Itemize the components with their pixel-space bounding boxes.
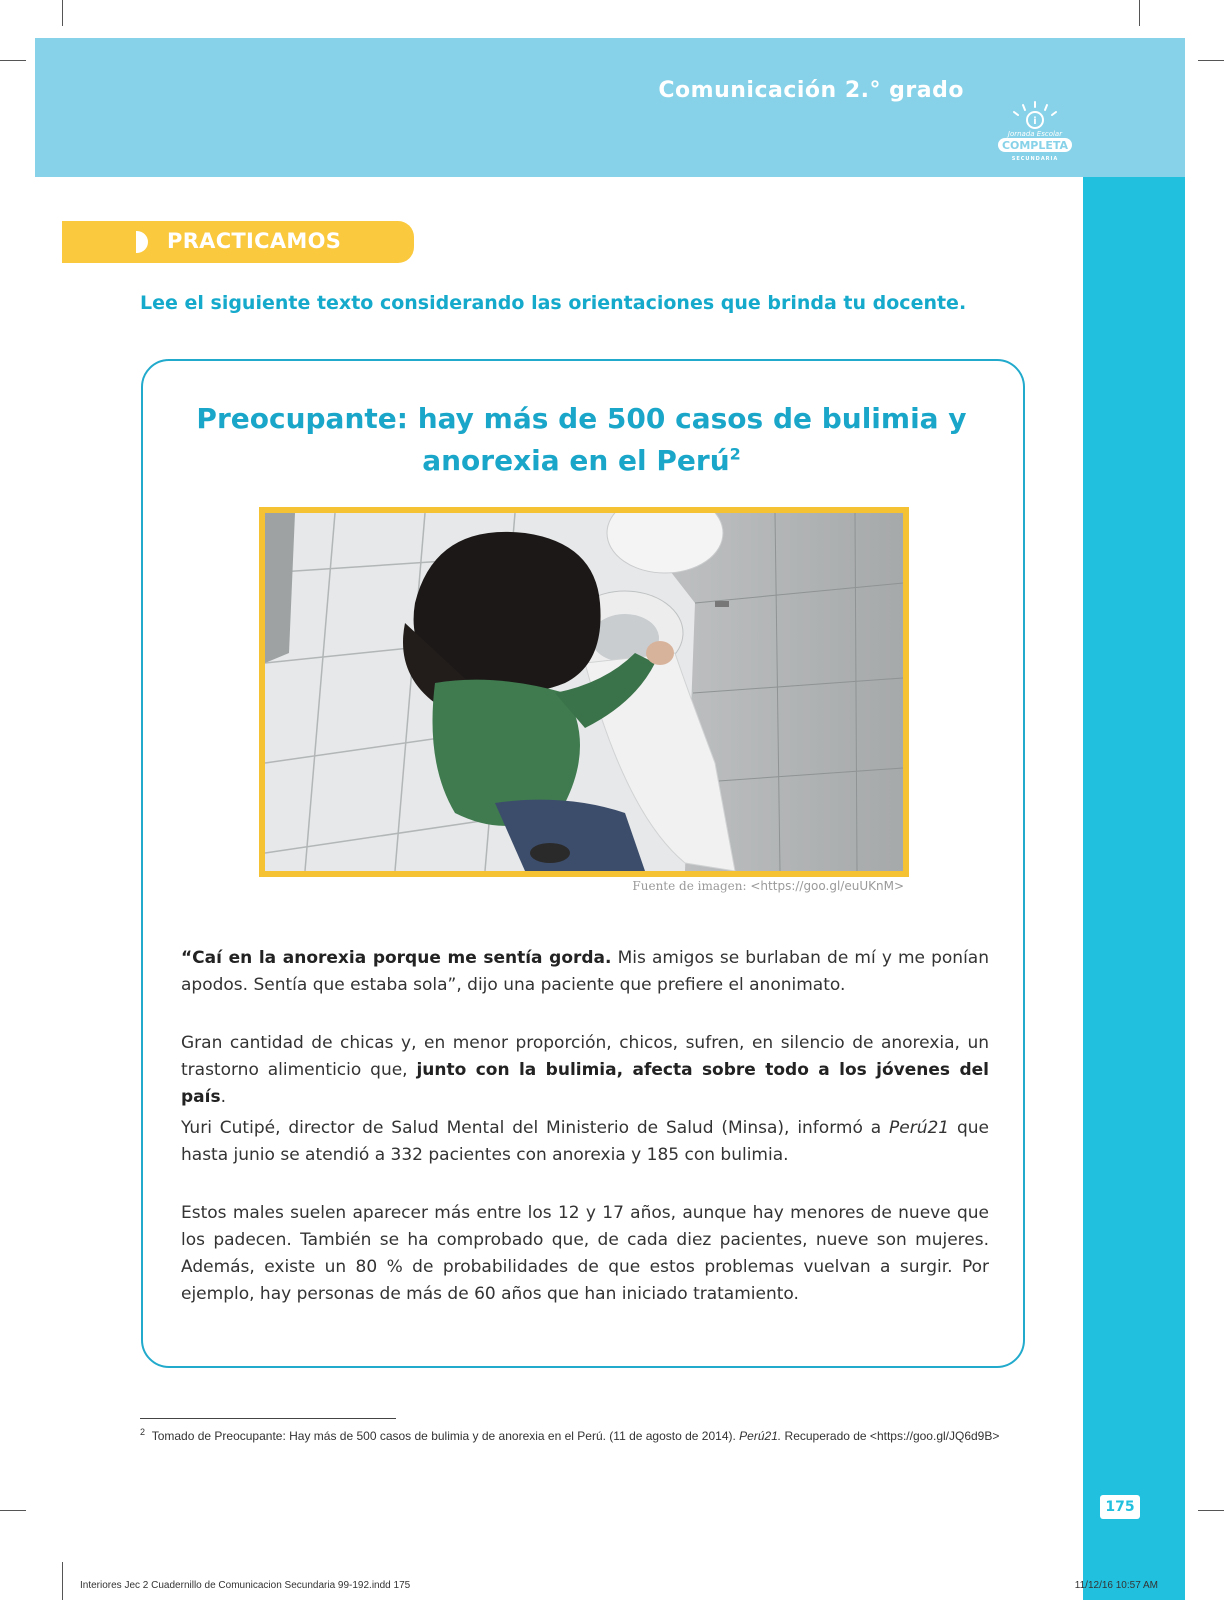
svg-text:SECUNDARIA: SECUNDARIA — [1011, 156, 1059, 162]
paragraph-3-text-end: que hasta junio se atendió a 332 pacientes con anorexia y 185 con bulimia. — [181, 1118, 989, 1165]
paragraph-4-text: Estos males suelen aparecer más entre los 12 y 17 años, aunque hay menores de nueve que los padecen. También se ha comprobado que, de cada diez pacientes, nueve son mujeres. Además, existe un 80 % de probabilidades de que estos problemas vuelvan a surgir. Por ejemplo, hay personas de más de 60 años que han iniciado tratamiento. — [181, 1203, 989, 1304]
caption-prefix: Fuente de imagen: — [632, 879, 751, 893]
crop-mark — [1198, 1510, 1224, 1511]
footnote-rule — [140, 1418, 396, 1419]
article-title-line2: anorexia en el Perú — [422, 444, 730, 477]
section-tab-label: PRACTICAMOS — [167, 229, 342, 253]
crop-mark — [62, 0, 63, 26]
svg-text:Jornada Escolar: Jornada Escolar — [1007, 130, 1063, 138]
paragraph-2-text-start: Gran cantidad de chicas y, en menor proporción, chicos, sufren, en silencio de anorexia, un trastorno alimenticio que, — [181, 1033, 989, 1080]
footnote-italic: Perú21. — [739, 1429, 782, 1443]
print-slug-right: 11/12/16 10:57 AM — [1074, 1580, 1158, 1591]
svg-text:COMPLETA: COMPLETA — [1001, 139, 1069, 152]
header-title: Comunicación 2.° grado — [658, 78, 964, 103]
footnote-number: 2 — [140, 1427, 146, 1437]
crop-mark — [0, 60, 26, 61]
paragraph-2 — [181, 1030, 989, 1111]
crop-mark — [0, 1510, 26, 1511]
article-title — [160, 398, 1003, 482]
right-sidebar — [1083, 177, 1185, 1600]
article-photo — [265, 513, 903, 871]
paragraph-1 — [181, 945, 989, 999]
instruction-text: Lee el siguiente texto considerando las orientaciones que brinda tu docente. — [140, 292, 967, 314]
caption-url: <https://goo.gl/euUKnM> — [750, 879, 904, 893]
title-footnote-ref: 2 — [729, 444, 741, 464]
paragraph-3 — [181, 1115, 989, 1169]
print-slug-left: Interiores Jec 2 Cuadernillo de Comunicacion Secundaria 99-192.indd 175 — [80, 1580, 411, 1591]
paragraph-2-text-end: . — [220, 1087, 226, 1107]
image-caption — [632, 879, 904, 893]
paragraph-1-bold: “Caí en la anorexia porque me sentía gorda. — [181, 948, 612, 968]
crop-mark — [1198, 60, 1224, 61]
svg-text:i: i — [1033, 116, 1037, 127]
page-number: 175 — [1100, 1495, 1140, 1519]
crop-mark — [62, 1562, 63, 1600]
footnote-text-end: Recuperado de <https://goo.gl/JQ6d9B> — [781, 1429, 1000, 1443]
jornada-escolar-completa-logo — [990, 100, 1080, 164]
crop-mark — [1139, 0, 1140, 26]
footnote — [140, 1427, 999, 1443]
paragraph-3-italic: Perú21 — [889, 1118, 950, 1138]
footnote-text-start: Tomado de Preocupante: Hay más de 500 casos de bulimia y de anorexia en el Perú. (11 de agosto de 2014). — [151, 1429, 740, 1443]
paragraph-2-bold: junto con la bulimia, afecta sobre todo a los jóvenes del país — [181, 1060, 989, 1107]
paragraph-3-text-start: Yuri Cutipé, director de Salud Mental del Ministerio de Salud (Minsa), informó a — [181, 1118, 889, 1138]
article-title-line1: Preocupante: hay más de 500 casos de bulimia y — [196, 402, 967, 435]
paragraph-4 — [181, 1200, 989, 1308]
paragraph-1-text: Mis amigos se burlaban de mí y me ponían apodos. Sentía que estaba sola”, dijo una paciente que prefiere el anonimato. — [181, 948, 990, 995]
